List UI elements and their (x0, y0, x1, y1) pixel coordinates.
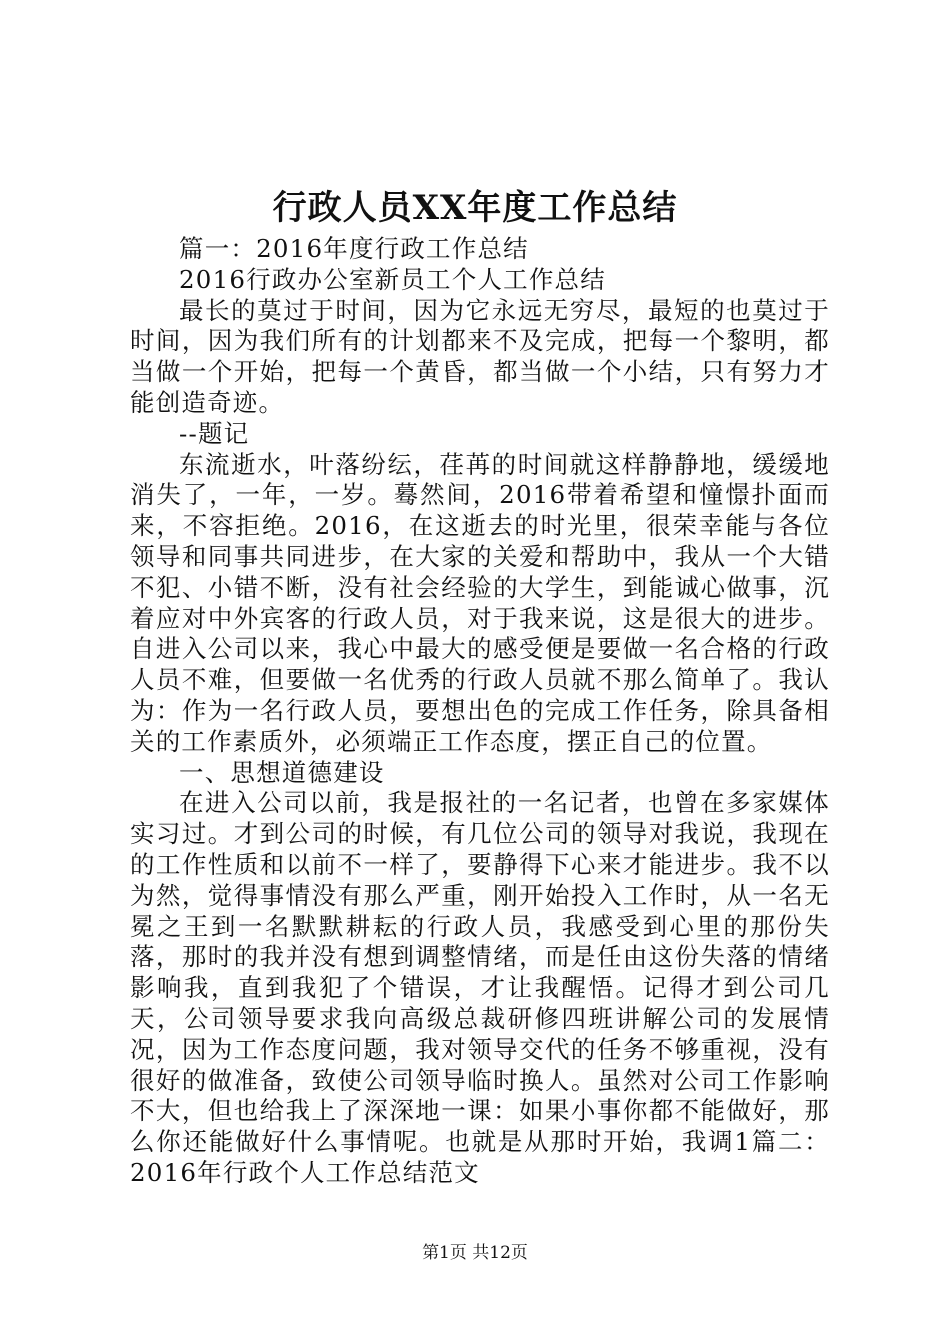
intro-paragraph: 东流逝水，叶落纷纭，荏苒的时间就这样静静地，缓缓地消失了，一年，一岁。蓦然间，2016带着希望和憧憬扑面而来，不容拒绝。2016，在这逝去的时光里，很荣幸能与各位领导和同事共同进步，在大家的关爱和帮助中，我从一个大错不犯、小错不断，没有社会经验的大学生，到能诚心做事，沉着应对中外宾客的行政人员，对于我来说，这是很大的进步。自进入公司以来，我心中最大的感受便是要做一名合格的行政人员不难，但要做一名优秀的行政人员就不那么简单了。我认为：作为一名行政人员，要想出色的完成工作任务，除具备相关的工作素质外，必须端正工作态度，摆正自己的位置。 (130, 449, 830, 756)
section-heading-part-one: 篇一：2016年度行政工作总结 (179, 234, 529, 263)
document-body (130, 234, 830, 1189)
body-paragraph: 在进入公司以前，我是报社的一名记者，也曾在多家媒体实习过。才到公司的时候，有几位公司的领导对我说，我现在的工作性质和以前不一样了，要静得下心来才能进步。我不以为然，觉得事情没有那么严重，刚开始投入工作时，从一名无冕之王到一名默默耕耘的行政人员，我感受到心里的那份失落，那时的我并没有想到调整情绪，而是任由这份失落的情绪影响我，直到我犯了个错误，才让我醒悟。记得才到公司几天，公司领导要求我向高级总裁研修四班讲解公司的发展情况，因为工作态度问题，我对领导交代的任务不够重视，没有很好的做准备，致使公司领导临时换人。虽然对公司工作影响不大，但也给我上了深深地一课：如果小事你都不能做好，那么你还能做好什么事情呢。也就是从那时开始，我调1篇二：2016年行政个人工作总结范文 (130, 788, 830, 1187)
epigraph-paragraph: 最长的莫过于时间，因为它永远无穷尽，最短的也莫过于时间，因为我们所有的计划都来不及完成，把每一个黎明，都当做一个开始，把每一个黄昏，都当做一个小结，只有努力才能创造奇迹。 (130, 295, 830, 417)
section-heading-moral-development: 一、思想道德建设 (179, 757, 385, 787)
page-number-footer: 第1页 共12页 (422, 1243, 528, 1263)
epigraph-attribution: --题记 (179, 418, 250, 448)
document-title: 行政人员XX年度工作总结 (272, 188, 678, 228)
subtitle-paragraph: 2016行政办公室新员工个人工作总结 (179, 264, 606, 294)
